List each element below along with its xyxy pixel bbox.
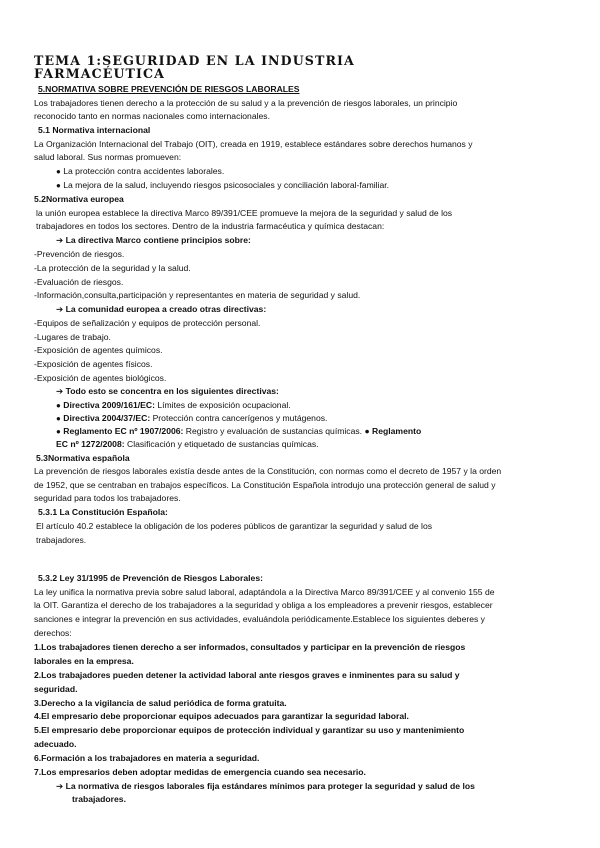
list-item-text: La protección contra accidentes laborales. [63, 166, 225, 176]
numbered-item: seguridad. [34, 684, 78, 694]
section-5-3-1-paragraph-line: El artículo 40.2 establece la obligación de los poderes públicos de garantizar la seguridad y salud de los [36, 521, 433, 531]
bullet-icon: ● [56, 401, 61, 410]
arrow-item-text: La comunidad europea a creado otras directivas: [65, 304, 267, 314]
directive-extra: Reglamento [372, 426, 422, 436]
directive-code: Directiva 2009/161/EC: [63, 400, 155, 410]
arrow-right-icon: ➔ [56, 235, 64, 245]
directive-item [56, 439, 319, 450]
arrow-item-text: Todo esto se concentra en los siguientes directivas: [65, 386, 279, 396]
numbered-item: 3.Derecho a la vigilancia de salud periódica de forma gratuita. [34, 698, 287, 708]
arrow-item-text: La normativa de riesgos laborales fija estándares mínimos para proteger la seguridad y salud de los [65, 781, 475, 791]
directive-code: Reglamento EC nº 1907/2006: [63, 426, 184, 436]
numbered-item: 2.Los trabajadores pueden detener la actividad laboral ante riesgos graves e inminentes para su salud y [34, 670, 460, 680]
title-line-2: FARMACÉUTICA [34, 65, 166, 81]
list-item [56, 166, 224, 177]
section-5-3-2-paragraph-line: derechos: [34, 628, 72, 638]
section-5-3-1-heading: 5.3.1 La Constitución Española: [38, 507, 168, 517]
section-5-3-2-paragraph-line: La ley unifica la normativa previa sobre salud laboral, adaptándola a la Directiva Marco 89/391/CEE y al convenio 155 de [34, 587, 495, 597]
document-title [34, 55, 574, 80]
section-5-3-2-paragraph-line: sanciones e integrar la prevención en sus actividades, evaluándola periódicamente.Establece los siguientes deberes y [34, 614, 485, 624]
list-item: -Información,consulta,participación y representantes en materia de seguridad y salud. [34, 290, 361, 300]
arrow-right-icon: ➔ [56, 304, 64, 314]
section-5-3-paragraph-line: seguridad para todos los trabajadores. [34, 493, 181, 503]
section-5-2-paragraph-line: trabajadores en todos los sectores. Dentro de la industria farmacéutica y química destacan: [36, 221, 385, 231]
arrow-item [56, 386, 279, 397]
list-item: -Exposición de agentes biológicos. [34, 373, 167, 383]
arrow-item [56, 304, 266, 315]
list-item: -Lugares de trabajo. [34, 332, 111, 342]
numbered-item: 5.El empresario debe proporcionar equipos de protección individual y garantizar su uso y mantenimiento [34, 725, 465, 735]
arrow-item [56, 781, 475, 792]
directive-text: Límites de exposición ocupacional. [154, 400, 291, 410]
directive-item [56, 413, 327, 424]
numbered-item: 6.Formación a los trabajadores en materia a seguridad. [34, 753, 260, 763]
numbered-item: adecuado. [34, 739, 77, 749]
title-line-1: TEMA 1:SEGURIDAD EN LA INDUSTRIA [34, 53, 355, 68]
list-item: -Exposición de agentes físicos. [34, 359, 153, 369]
directive-text: Clasificación y etiquetado de sustancias químicas. [124, 439, 319, 449]
section-5-3-2-paragraph-line: la OIT. Garantiza el derecho de los trabajadores a la seguridad y obliga a los empleadores a prevenir riesgos, establecer [34, 600, 493, 610]
list-item: -Equipos de señalización y equipos de protección personal. [34, 318, 261, 328]
directive-text: Registro y evaluación de sustancias químicas. ● [183, 426, 373, 436]
section-5-2-heading: 5.2Normativa europea [34, 194, 124, 204]
arrow-item-continuation: trabajadores. [72, 794, 126, 804]
directive-item [56, 400, 291, 411]
bullet-icon: ● [56, 167, 61, 176]
bullet-icon: ● [56, 414, 61, 423]
directive-text: Protección contra cancerígenos y mutágenos. [150, 413, 328, 423]
arrow-right-icon: ➔ [56, 781, 64, 791]
list-item-text: La mejora de la salud, incluyendo riesgos psicosociales y conciliación laboral-familiar. [63, 180, 390, 190]
section-5-1-heading: 5.1 Normativa internacional [38, 125, 151, 135]
numbered-item: 4.El empresario debe proporcionar equipos adecuados para garantizar la seguridad laboral. [34, 711, 409, 721]
section-5-3-paragraph-line: de 1952, que se centraban en trabajos específicos. La Constitución Española introdujo una protección general de salud y [34, 480, 496, 490]
section-5-1-paragraph-line: La Organización Internacional del Trabajo (OIT), creada en 1919, establece estándares sobre derechos humanos y [34, 139, 473, 149]
bullet-icon: ● [56, 181, 61, 190]
arrow-item [56, 235, 251, 246]
section-5-paragraph-line: Los trabajadores tienen derecho a la protección de su salud y a la prevención de riesgos laborales, un principio [34, 98, 458, 108]
list-item: -Prevención de riesgos. [34, 249, 125, 259]
arrow-right-icon: ➔ [56, 386, 64, 396]
numbered-item: laborales en la empresa. [34, 656, 134, 666]
list-item: -La protección de la seguridad y la salud. [34, 263, 191, 273]
section-5-3-1-paragraph-line: trabajadores. [36, 535, 87, 545]
numbered-item: 1.Los trabajadores tienen derecho a ser informados, consultados y participar en la prevención de riesgos [34, 642, 466, 652]
list-item: -Exposición de agentes químicos. [34, 345, 163, 355]
directive-item [56, 426, 421, 437]
arrow-item-text: La directiva Marco contiene principios sobre: [65, 235, 251, 245]
directive-code: EC nº 1272/2008: [56, 439, 125, 449]
section-5-paragraph-line: reconocido tanto en normas nacionales como internacionales. [34, 111, 270, 121]
bullet-icon: ● [56, 427, 61, 436]
section-5-3-2-heading: 5.3.2 Ley 31/1995 de Prevención de Riesgos Laborales: [38, 573, 263, 583]
directive-code: Directiva 2004/37/EC: [63, 413, 151, 423]
numbered-item: 7.Los empresarios deben adoptar medidas de emergencia cuando sea necesario. [34, 767, 366, 777]
section-5-2-paragraph-line: la unión europea establece la directiva Marco 89/391/CEE promueve la mejora de la seguridad y salud de los [36, 208, 453, 218]
list-item: -Evaluación de riesgos. [34, 277, 124, 287]
section-5-1-paragraph-line: salud laboral. Sus normas promueven: [34, 152, 182, 162]
section-5-3-heading: 5.3Normativa española [36, 453, 130, 463]
section-5-3-paragraph-line: La prevención de riesgos laborales existía desde antes de la Constitución, con normas como el decreto de 1957 y la orden [34, 466, 502, 476]
section-5-heading: 5.NORMATIVA SOBRE PREVENCIÓN DE RIESGOS LABORALES [38, 84, 300, 94]
list-item [56, 180, 389, 191]
